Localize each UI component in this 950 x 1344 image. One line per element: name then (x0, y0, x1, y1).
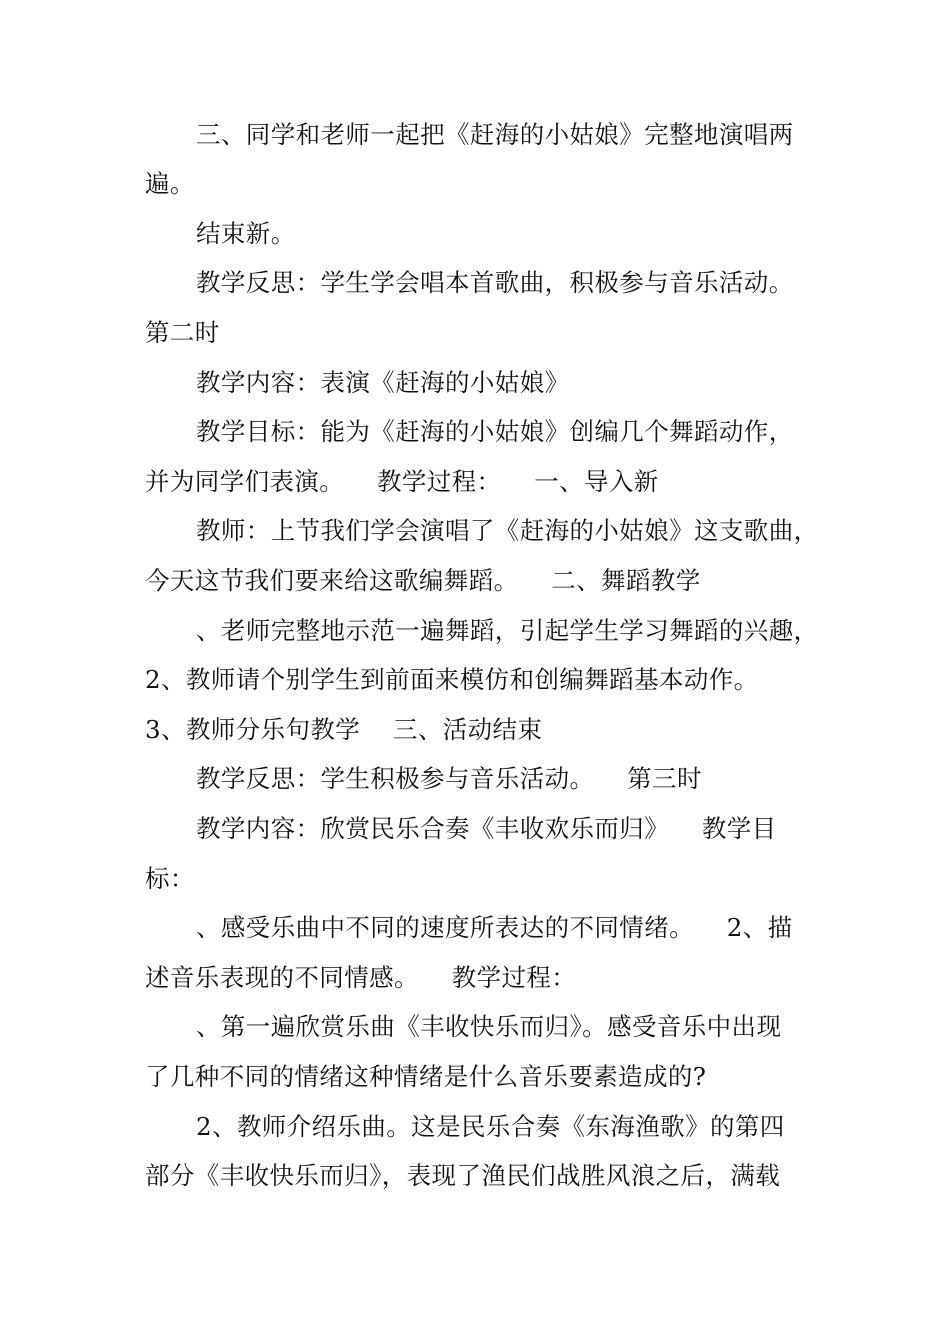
paragraph-line: 教学目标：能为《赶海的小姑娘》创编几个舞蹈动作， (196, 417, 794, 446)
paragraph-line: 三、同学和老师一起把《赶海的小姑娘》完整地演唱两 (196, 120, 794, 149)
paragraph-line: 今天这节我们要来给这歌编舞蹈。 二、舞蹈教学 (145, 566, 701, 595)
paragraph-line: 2、教师请个别学生到前面来模仿和创编舞蹈基本动作。 (145, 665, 759, 694)
paragraph-line: 2、教师介绍乐曲。这是民乐合奏《东海渔歌》的第四 (196, 1112, 785, 1141)
section-heading: 第二时 (145, 318, 220, 347)
paragraph-line: 、感受乐曲中不同的速度所表达的不同情绪。 2、描 (196, 913, 793, 942)
paragraph-line: 述音乐表现的不同情感。 教学过程： (145, 963, 577, 992)
paragraph-line: 遍。 (145, 169, 195, 198)
paragraph-line: 教学反思：学生学会唱本首歌曲，积极参与音乐活动。 (196, 268, 794, 297)
paragraph-line: 教学反思：学生积极参与音乐活动。 第三时 (196, 764, 702, 793)
paragraph-line: 标： (145, 864, 195, 893)
paragraph-line: 教师：上节我们学会演唱了《赶海的小姑娘》这支歌曲， (196, 516, 819, 545)
paragraph-line: 、老师完整地示范一遍舞蹈，引起学生学习舞蹈的兴趣， (196, 616, 819, 645)
paragraph-line: 结束新。 (196, 219, 296, 248)
paragraph-line: 教学内容：表演《赶海的小姑娘》 (196, 368, 570, 397)
paragraph-line: 教学内容：欣赏民乐合奏《丰收欢乐而归》 教学目 (196, 814, 777, 843)
paragraph-line: 、第一遍欣赏乐曲《丰收快乐而归》。感受音乐中出现 (196, 1012, 782, 1041)
paragraph-line: 3、教师分乐句教学 三、活动结束 (145, 715, 543, 744)
paragraph-line: 并为同学们表演。 教学过程： 一、导入新 (145, 467, 659, 496)
paragraph-line: 部分《丰收快乐而归》，表现了渔民们战胜风浪之后，满载 (145, 1161, 781, 1190)
paragraph-line: 了几种不同的情绪这种情绪是什么音乐要素造成的? (145, 1062, 707, 1091)
